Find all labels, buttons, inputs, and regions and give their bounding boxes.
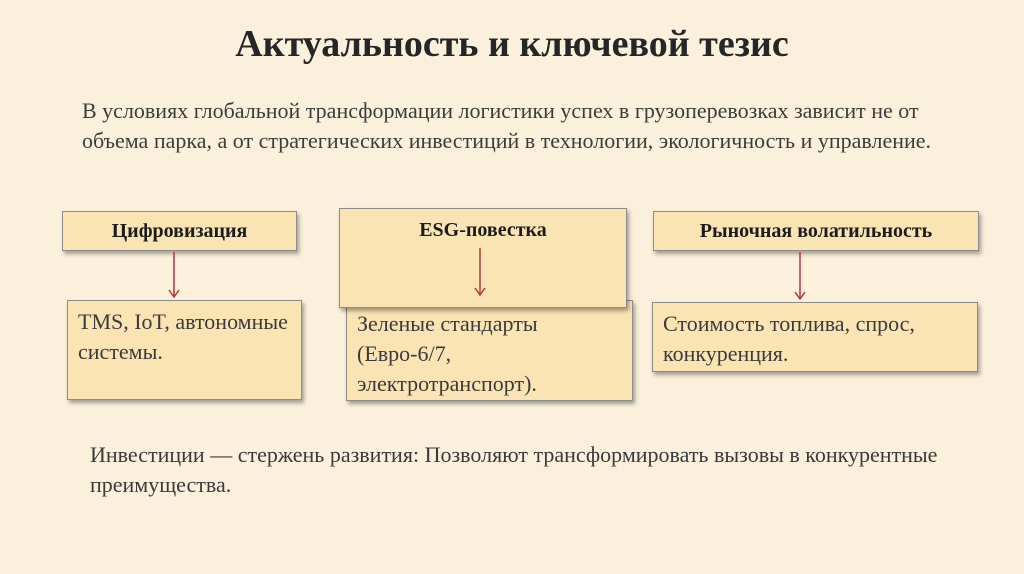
heading-volatility: Рыночная волатильность (699, 219, 933, 242)
conclusion-text: Инвестиции — стержень развития: Позволяют трансформировать вызовы в конкурентные преимущества. (90, 442, 938, 497)
detail-box-esg (346, 300, 633, 401)
heading-box-volatility (653, 211, 979, 251)
heading-digitalization: Цифровизация (111, 219, 248, 242)
arrow-digitalization-icon (166, 252, 182, 300)
arrow-esg-icon (472, 248, 488, 298)
heading-box-digitalization (62, 211, 297, 251)
intro-text: В условиях глобальной трансформации логистики успех в грузоперевозках зависит не от объема парка, а от стратегических инвестиций в технологии, экологичность и управление. (82, 98, 932, 153)
detail-text-volatility: Стоимость топлива, спрос, конкуренция. (663, 311, 915, 366)
detail-text-esg: Зеленые стандарты (Евро-6/7, электротранспорт). (357, 311, 538, 396)
arrow-volatility-icon (792, 252, 808, 302)
detail-box-digitalization (67, 300, 302, 400)
detail-text-digitalization: TMS, IoT, автономные системы. (78, 309, 288, 364)
detail-box-volatility (652, 302, 978, 372)
heading-esg: ESG-повестка (419, 219, 547, 241)
slide-title: Актуальность и ключевой тезис (235, 23, 789, 65)
